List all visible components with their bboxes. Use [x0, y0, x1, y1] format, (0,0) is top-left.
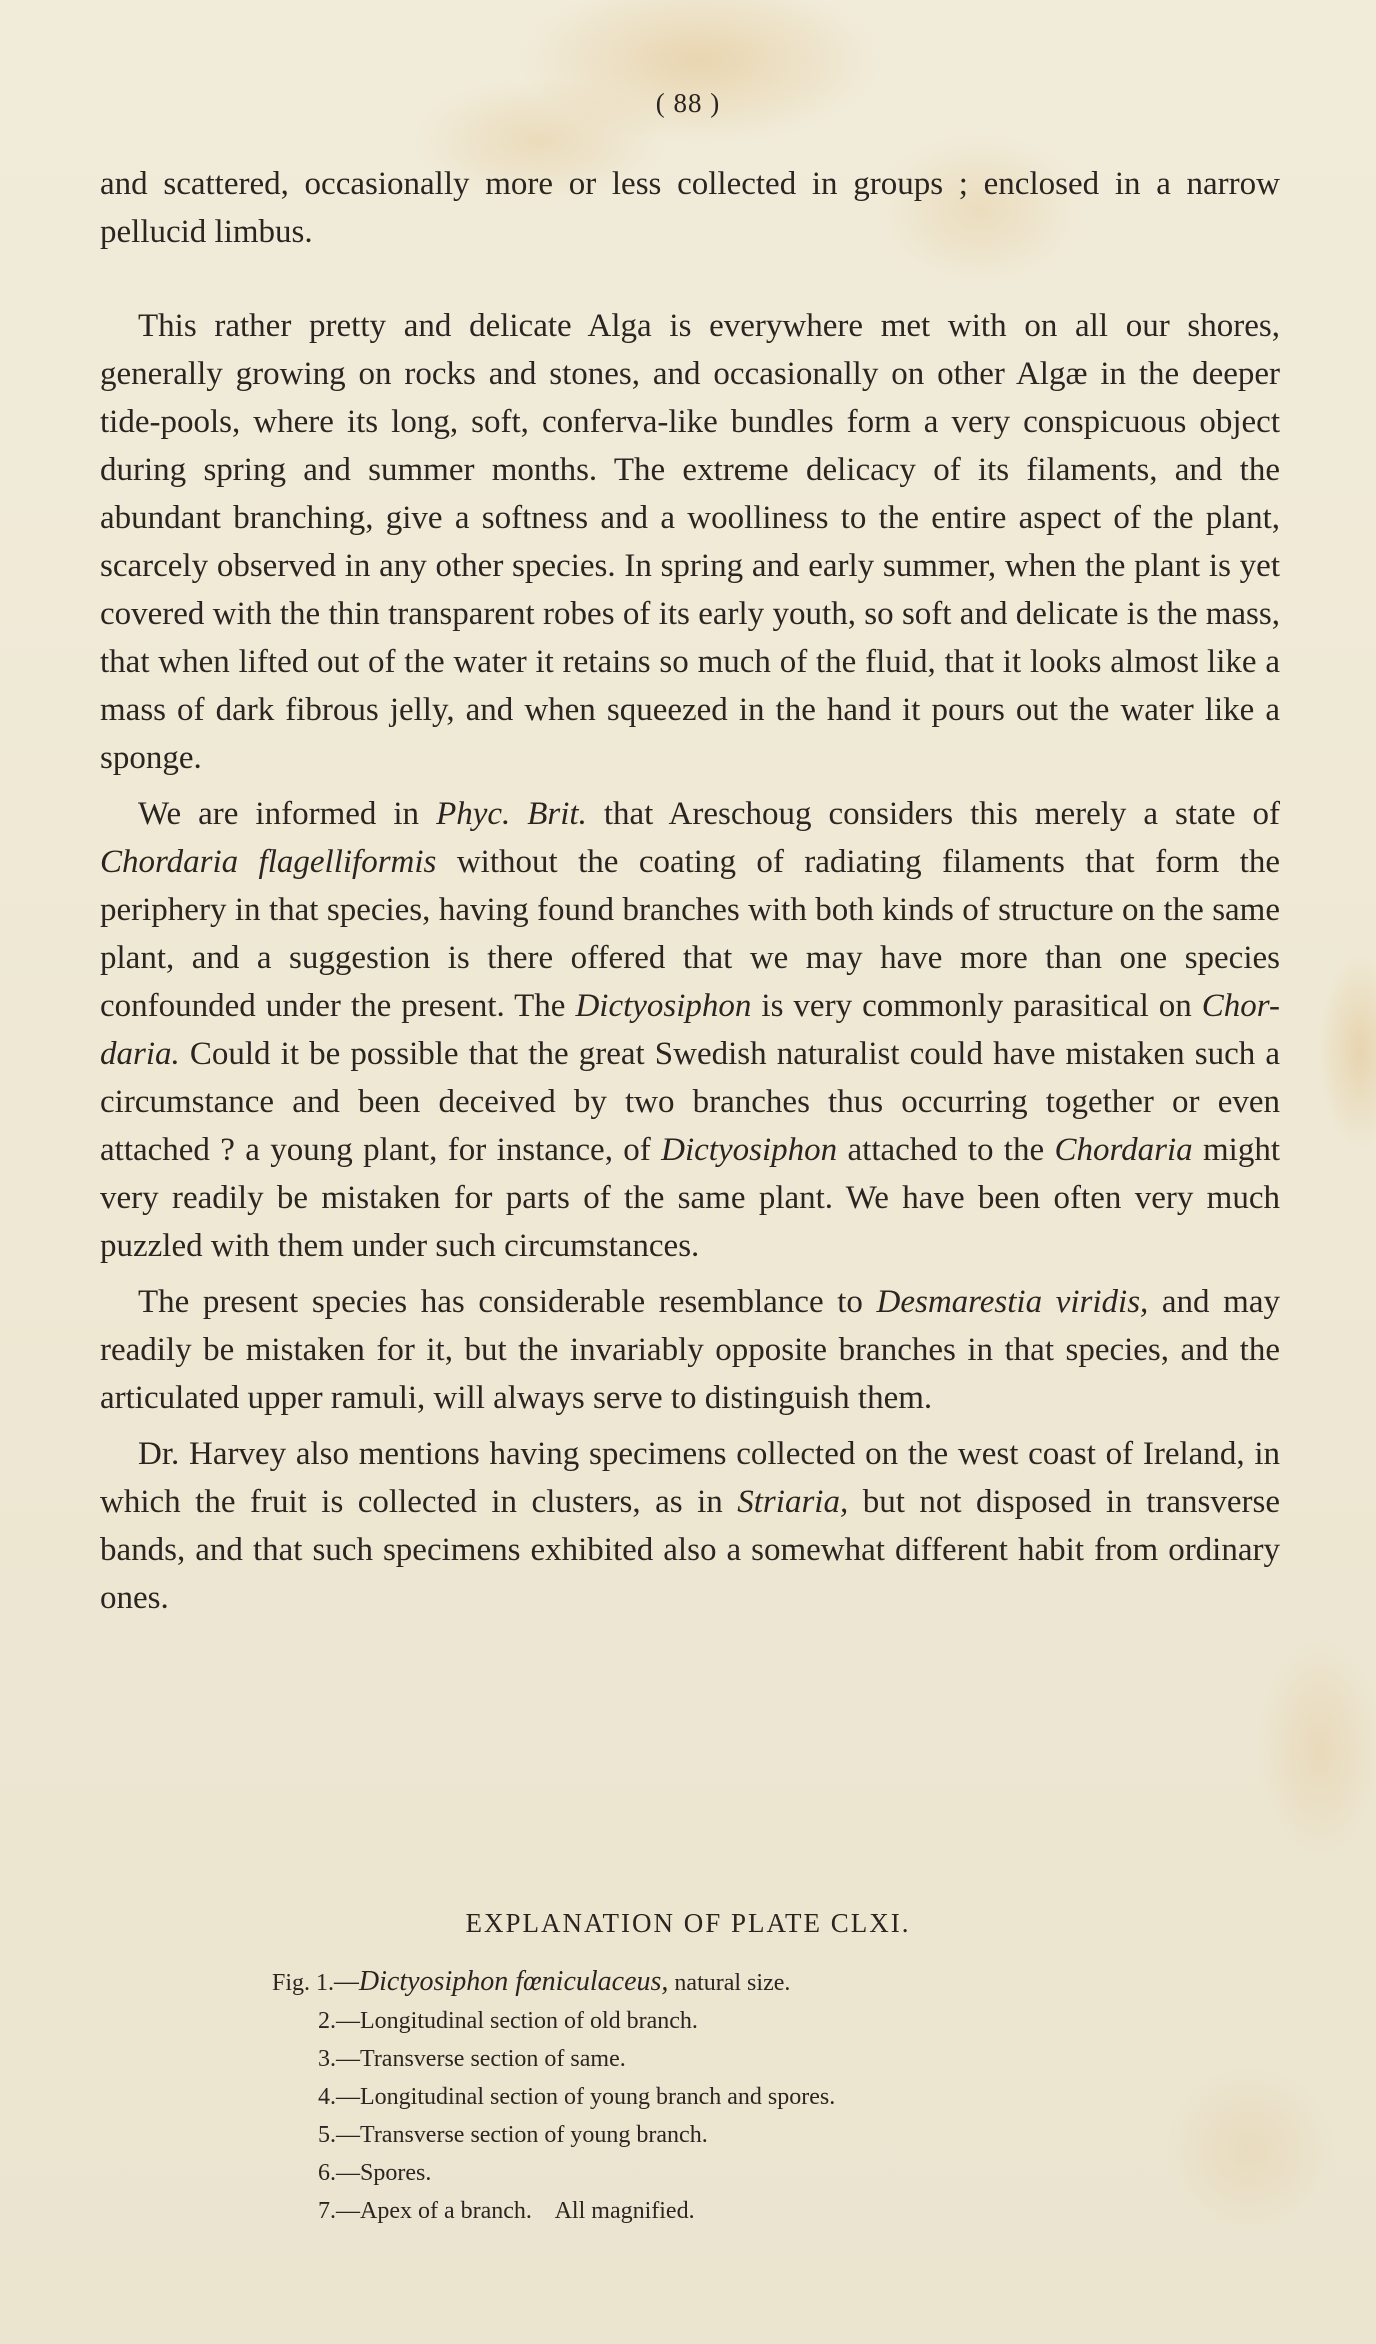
- plate-explanation: [0, 1908, 1376, 2230]
- figure-caption: [272, 2078, 1072, 2116]
- text-run: Could it be possible that the great Swedish naturalist could have mistaken such a circumstance and been deceived by two branches thus occurring together or even attached ? a young plant, for instance, of: [100, 1036, 1280, 1168]
- figure-number: 7.: [318, 2198, 336, 2224]
- figure-caption: [272, 2040, 1072, 2078]
- figure-caption: [272, 2154, 1072, 2192]
- text-run: without the coating of radiating filaments that form the periphery in that species, having found branches with both kinds of structure on the same plant, and a suggestion is there offered that we may have more than one species confounded under the present. The: [100, 844, 1280, 1024]
- figure-number: Fig. 1.: [272, 1970, 335, 1996]
- paragraph: [100, 302, 1280, 782]
- text-run: but not disposed in transverse bands, and that such specimens exhibited also a somewhat different habit from ordinary ones.: [100, 1484, 1280, 1616]
- figure-species-name: —Dictyosiphon fœniculaceus,: [334, 1966, 669, 1997]
- text-run: and may readily be mistaken for it, but the invariably opposite branches in that species, and the articulated upper ramuli, will always serve to distinguish them.: [100, 1284, 1280, 1416]
- figure-description: —Transverse section of same.: [336, 2046, 626, 2072]
- italic-term: Dictyosiphon: [575, 988, 752, 1024]
- figure-number: 4.: [318, 2084, 336, 2110]
- text-run: We are informed in: [138, 796, 437, 832]
- figure-caption: [272, 1963, 1072, 2002]
- figure-number: 6.: [318, 2160, 336, 2186]
- text-run: and scattered, occasionally more or less collected in groups ; enclosed in a narrow pellucid limbus.: [100, 166, 1280, 250]
- figure-description: —Transverse section of young branch.: [336, 2122, 708, 2148]
- figure-caption: [272, 2002, 1072, 2040]
- text-run: attached to the: [837, 1132, 1055, 1168]
- text-run: that Areschoug considers this merely a state of: [586, 796, 1280, 832]
- text-run: The present species has considerable resemblance to: [138, 1284, 877, 1320]
- body-text: [100, 160, 1280, 1622]
- paragraph: [100, 1430, 1280, 1622]
- figure-caption: [272, 2116, 1072, 2154]
- figure-description: natural size.: [668, 1970, 791, 1996]
- figure-description: —Longitudinal section of old branch.: [336, 2008, 698, 2034]
- text-run: Dr. Harvey also mentions having specimens collected on the west coast of Ireland, in which the fruit is collected in clusters, as in: [100, 1436, 1280, 1520]
- figure-description: —Longitudinal section of young branch and spores.: [336, 2084, 836, 2110]
- italic-term: Dictyosiphon: [661, 1132, 838, 1168]
- figure-description: —Apex of a branch. All magnified.: [336, 2198, 695, 2224]
- text-run: This rather pretty and delicate Alga is everywhere met with on all our shores, generally growing on rocks and stones, and occasionally on other Algæ in the deeper tide-pools, where its long, soft, conferva-like bundles form a very conspicuous object during spring and summer months. The extreme delicacy of its filaments, and the abundant branching, give a softness and a woolliness to the entire aspect of the plant, scarcely observed in any other species. In spring and early summer, when the plant is yet covered with the thin transparent robes of its early youth, so soft and delicate is the mass, that when lifted out of the water it retains so much of the fluid, that it looks almost like a mass of dark fibrous jelly, and when squeezed in the hand it pours out the water like a sponge.: [100, 308, 1280, 776]
- figure-caption: [272, 2192, 1072, 2230]
- figure-number: 2.: [318, 2008, 336, 2034]
- italic-term: Phyc. Brit.: [436, 796, 587, 832]
- figure-number: 5.: [318, 2122, 336, 2148]
- figure-description: —Spores.: [336, 2160, 432, 2186]
- paragraph: [100, 160, 1280, 256]
- figure-number: 3.: [318, 2046, 336, 2072]
- page-number: ( 88 ): [655, 88, 721, 118]
- text-run: is very commonly parasitical on: [751, 988, 1202, 1024]
- explanation-title: EXPLANATION OF PLATE CLXI.: [465, 1908, 911, 1938]
- text-run: might very readily be mistaken for parts of the same plant. We have been often very much puzzled with them under such circumstances.: [100, 1132, 1280, 1264]
- paragraph: [100, 790, 1280, 1270]
- figure-list: [272, 1963, 1072, 2230]
- italic-term: Desmarestia viridis,: [876, 1284, 1149, 1320]
- italic-term: Chor-daria.: [100, 988, 1280, 1072]
- italic-term: Chordaria: [1054, 1132, 1193, 1168]
- italic-term: Chordaria flagelliformis: [100, 844, 437, 880]
- italic-term: Striaria,: [737, 1484, 849, 1520]
- paragraph: [100, 1278, 1280, 1422]
